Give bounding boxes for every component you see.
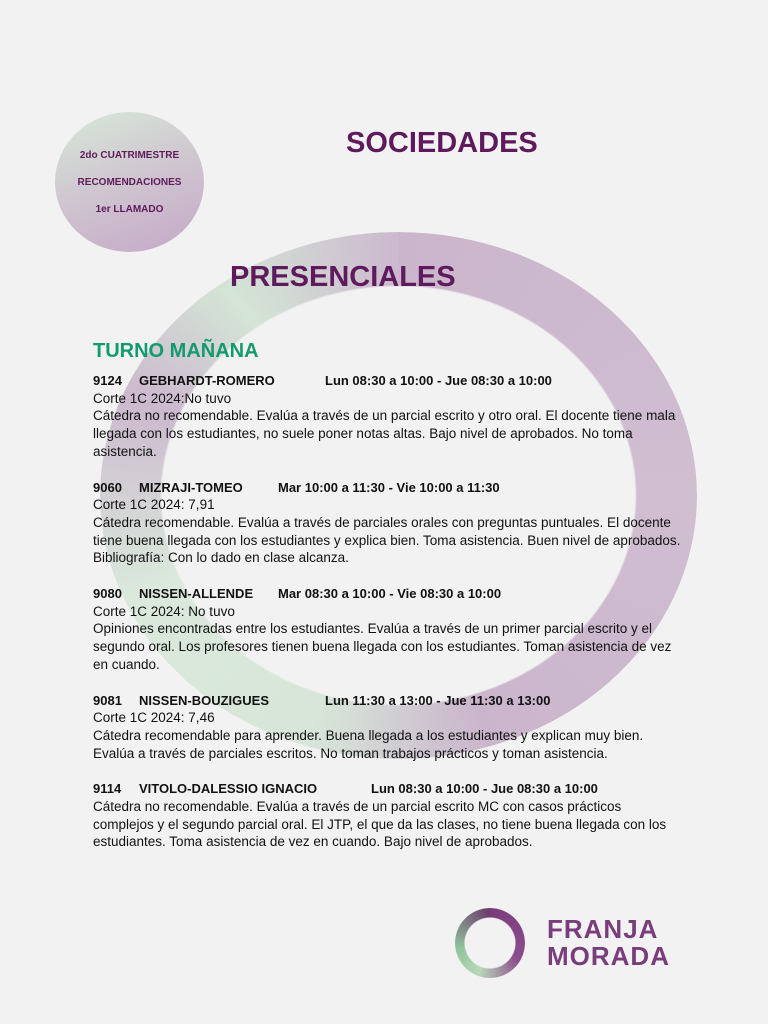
page-title: SOCIEDADES [346,127,538,159]
badge-line-3: 1er LLAMADO [95,203,164,215]
course-bibliography: Bibliografía: Con lo dado en clase alcanza. [93,550,349,566]
course-name: NISSEN-BOUZIGUES [139,692,270,708]
logo-line-1: FRANJA [547,914,659,944]
course-name: VITOLO-DALESSIO IGNACIO [139,781,318,797]
course-header [93,479,683,497]
course-header [93,692,683,710]
course-name: GEBHARDT-ROMERO [139,373,275,388]
course-schedule: Lun 08:30 a 10:00 - Jue 08:30 a 10:00 [371,781,598,797]
course-code: 9114 [93,781,122,797]
course-entry [93,372,683,461]
course-entry [93,479,683,568]
course-entry [93,780,683,851]
course-cutoff: Corte 1C 2024:No tuvo [93,390,232,406]
section-heading: TURNO MAÑANA [93,340,259,362]
course-code: 9081 [93,692,122,708]
course-review: Cátedra recomendable para aprender. Buena llegada a los estudiantes y explican muy bien. Evalúa a través de parciales escritos. No toman trabajos prácticos y toman asistencia. [93,727,644,761]
course-cutoff: Corte 1C 2024: No tuvo [93,603,235,619]
course-review: Cátedra recomendable. Evalúa a través de parciales orales con preguntas puntuales. El docente tiene buena llegada con los estudiantes y explica bien. Toma asistencia. Buen nivel de aprobados. [93,514,681,548]
period-badge [55,112,204,252]
course-schedule: Lun 11:30 a 13:00 - Jue 11:30 a 13:00 [325,692,551,708]
course-review: Cátedra no recomendable. Evalúa a través de un parcial escrito y otro oral. El docente tiene mala llegada con los estudiantes, no suele poner notas altas. Bajo nivel de aprobados. No toma asistencia. [93,408,676,459]
course-schedule: Lun 08:30 a 10:00 - Jue 08:30 a 10:00 [325,373,552,388]
logo-line-2: MORADA [547,941,670,971]
franja-morada-logo [455,908,675,978]
course-header [93,780,683,798]
badge-line-2: RECOMENDACIONES [77,176,182,188]
course-cutoff: Corte 1C 2024: 7,46 [93,710,215,726]
course-code: 9124 [93,373,122,388]
course-name: MIZRAJI-TOMEO [139,479,243,495]
course-review: Cátedra no recomendable. Evalúa a través de un parcial escrito MC con casos prácticos complejos y el segundo parcial oral. El JTP, el que da las clases, no tiene buena llegada con los estudiantes. Toma asistencia de vez en cuando. Bajo nivel de aprobados. [93,799,667,850]
course-name: NISSEN-ALLENDE [139,586,254,602]
course-schedule: Mar 10:00 a 11:30 - Vie 10:00 a 11:30 [278,479,500,495]
course-header [93,372,683,390]
badge-line-1: 2do CUATRIMESTRE [79,149,180,161]
logo-text [547,916,670,970]
course-code: 9060 [93,479,122,495]
logo-ring-icon [455,908,525,978]
course-header [93,585,683,603]
course-cutoff: Corte 1C 2024: 7,91 [93,497,215,513]
course-schedule: Mar 08:30 a 10:00 - Vie 08:30 a 10:00 [278,586,502,602]
page-subtitle: PRESENCIALES [230,261,456,293]
course-list [93,372,683,869]
course-entry [93,692,683,763]
course-code: 9080 [93,586,122,602]
course-entry [93,585,683,674]
course-review: Opiniones encontradas entre los estudiantes. Evalúa a través de un primer parcial escrito y el segundo oral. Los profesores tienen buena llegada con los estudiantes. Toman asistencia de vez en cuando. [93,621,672,672]
